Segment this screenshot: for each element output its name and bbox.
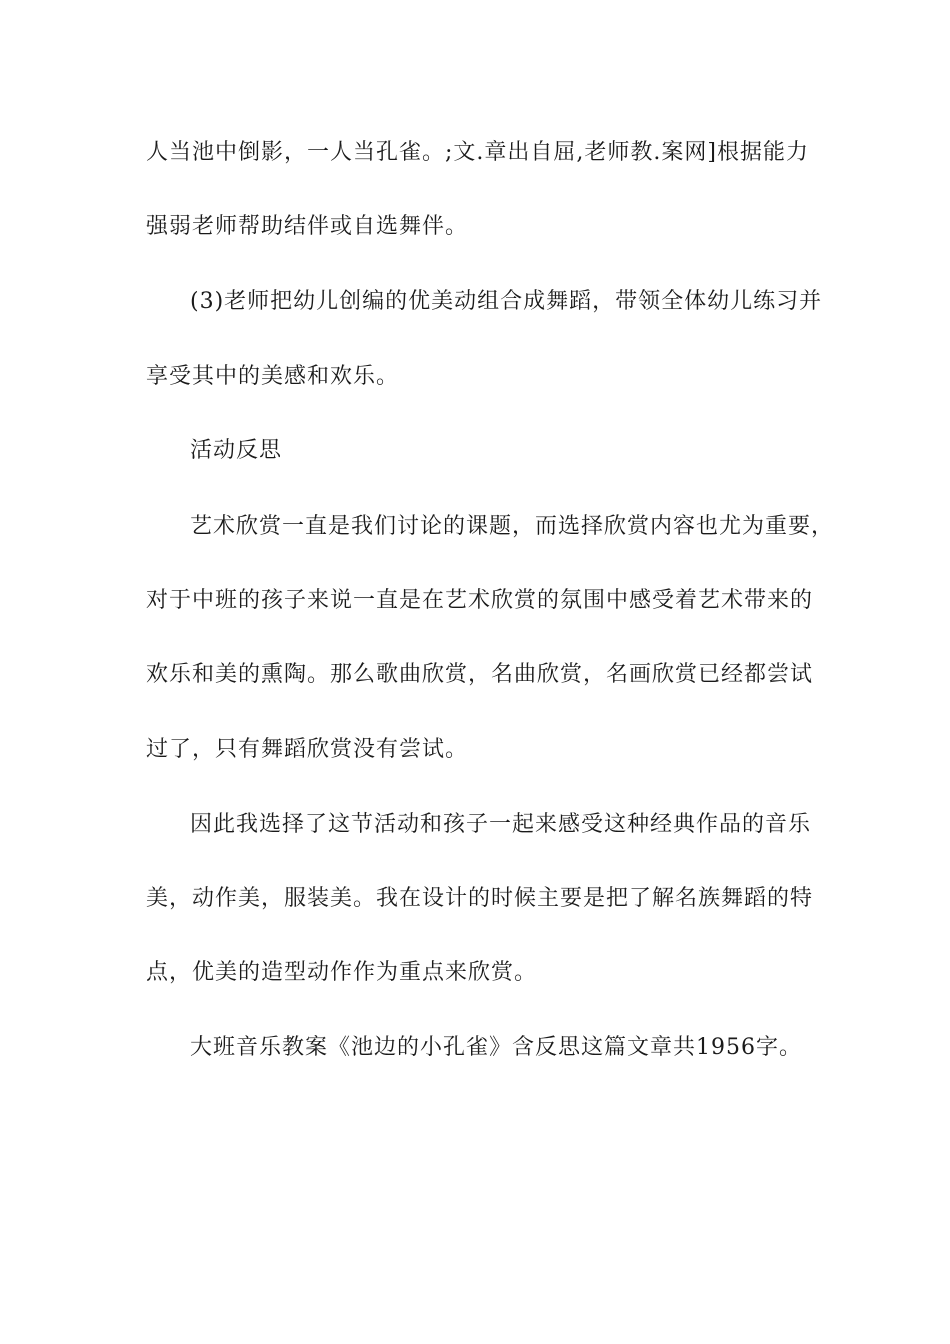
text-line: 享受其中的美感和欢乐。 (146, 364, 400, 389)
text-line: 因此我选择了这节活动和孩子一起来感受这种经典作品的音乐 (190, 812, 812, 837)
text-line: 艺术欣赏一直是我们讨论的课题，而选择欣赏内容也尤为重要， (190, 514, 835, 539)
text-line: 美，动作美，服装美。我在设计的时候主要是把了解名族舞蹈的特 (146, 886, 814, 911)
text-line: 人当池中倒影，一人当孔雀。;文.章出自屈,老师教.案网]根据能力 (146, 140, 809, 165)
text-line: 过了，只有舞蹈欣赏没有尝试。 (146, 737, 469, 762)
text-line: 点，优美的造型动作作为重点来欣赏。 (146, 960, 538, 985)
section-heading: 活动反思 (190, 438, 283, 463)
text-line: 强弱老师帮助结伴或自选舞伴。 (146, 214, 469, 239)
text-line: 欢乐和美的熏陶。那么歌曲欣赏，名曲欣赏，名画欣赏已经都尝试 (146, 662, 814, 687)
text-line: 大班音乐教案《池边的小孔雀》含反思这篇文章共1956字。 (190, 1035, 802, 1060)
text-line: (3)老师把幼儿创编的优美动组合成舞蹈，带领全体幼儿练习并 (190, 289, 823, 314)
text-line: 对于中班的孩子来说一直是在艺术欣赏的氛围中感受着艺术带来的 (146, 588, 814, 613)
